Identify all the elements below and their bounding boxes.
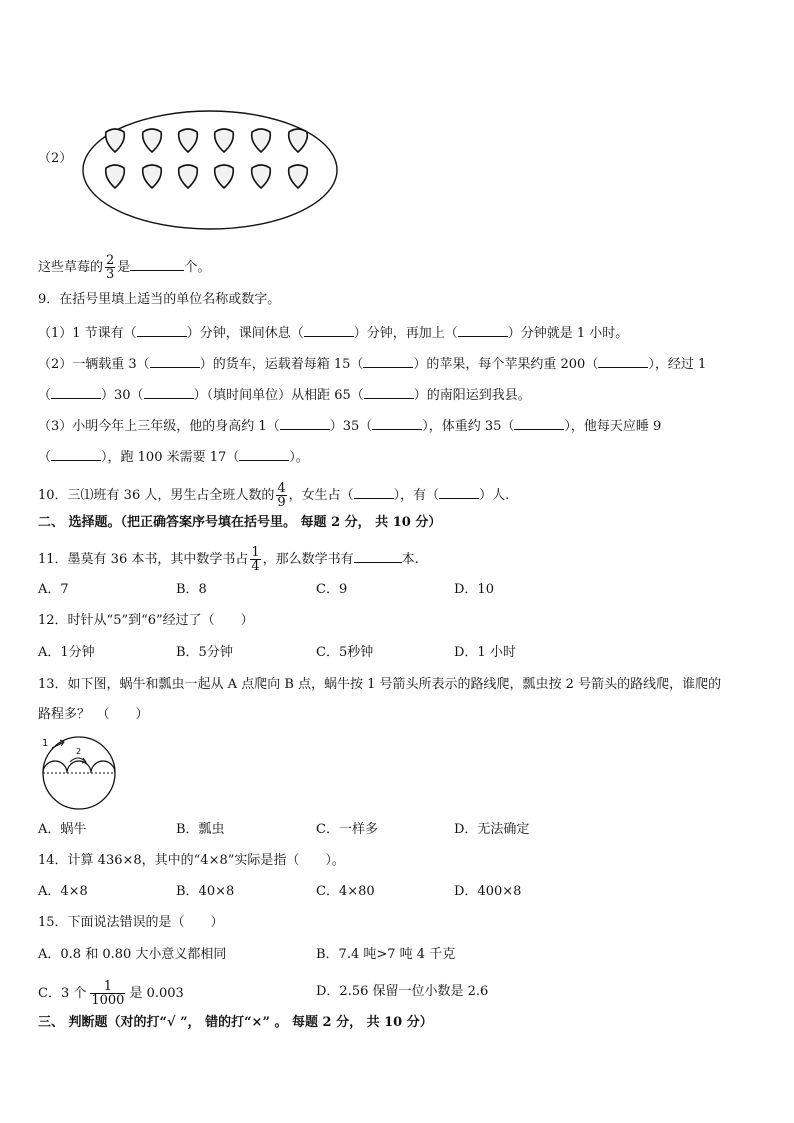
answer-blank[interactable] <box>363 355 413 368</box>
q9-title: 9．在括号里填上适当的单位名称或数字。 <box>38 292 281 307</box>
answer-blank[interactable] <box>364 386 414 399</box>
q11: 11．墨莫有 36 本书，其中数学书占 $\frac{1}{4}$ ，那么数学书有 本. <box>38 545 419 574</box>
q15-option-b[interactable]: B．7.4 吨>7 吨 4 千克 <box>316 947 456 962</box>
q12-option-b[interactable]: B．5分钟 <box>176 645 233 660</box>
q9-part2-line2: （ ）30（ ）（填时间单位）从相距 65（ ）的南阳运到我县。 <box>38 388 531 403</box>
strawberry-icon <box>143 165 162 188</box>
q12-option-a[interactable]: A．1分钟 <box>38 645 95 660</box>
q13-option-c[interactable]: C．一样多 <box>316 822 378 837</box>
q15-option-c[interactable]: C．3 个 $\frac{1}{1000}$ 是 0.003 <box>38 979 184 1008</box>
q9-part2-line1: （2）一辆载重 3（ ）的货车，运载着每箱 15（ ）的苹果，每个苹果约重 200（ ），经过 1 <box>38 357 707 372</box>
q15: 15．下面说法错误的是（ ） <box>38 915 224 930</box>
fig-label-1: 1 <box>42 738 49 749</box>
answer-blank[interactable] <box>354 550 402 563</box>
q15-option-d[interactable]: D．2.56 保留一位小数是 2.6 <box>316 984 489 999</box>
q11-option-d[interactable]: D．10 <box>454 582 494 597</box>
strawberry-icon <box>252 165 271 188</box>
section-2-heading: 二、 选择题。（把正确答案序号填在括号里。 每题 2 分， 共 10 分） <box>38 515 442 530</box>
answer-blank[interactable] <box>137 324 187 337</box>
q13-line1: 13．如下图，蜗牛和瓢虫一起从 A 点爬向 B 点，蜗牛按 1 号箭头所表示的路线爬，瓢虫按 2 号箭头的路线爬，谁爬的 <box>38 677 722 692</box>
answer-blank[interactable] <box>458 324 508 337</box>
answer-blank[interactable] <box>150 355 200 368</box>
q12: 12．时针从“5”到“6”经过了（ ） <box>38 613 254 628</box>
q11-option-b[interactable]: B．8 <box>176 582 207 597</box>
q13-option-a[interactable]: A．蜗牛 <box>38 822 87 837</box>
q8-part2-label: （2） <box>38 151 73 166</box>
strawberry-icon <box>143 129 162 152</box>
q13-option-b[interactable]: B．瓢虫 <box>176 822 225 837</box>
q13-circle-figure <box>38 732 122 810</box>
q13-line2: 路程多？ （ ） <box>38 707 149 722</box>
strawberry-icon <box>106 129 125 152</box>
answer-blank[interactable] <box>439 486 479 499</box>
fig-label-2: 2 <box>76 747 82 756</box>
answer-blank[interactable] <box>280 417 330 430</box>
q13-option-d[interactable]: D．无法确定 <box>454 822 530 837</box>
q12-option-d[interactable]: D．1 小时 <box>454 645 516 660</box>
q14-option-a[interactable]: A．4×8 <box>38 884 88 899</box>
q9-part3-line1: （3）小明今年上三年级，他的身高约 1（ ）35（ ），体重约 35（ ），他每天应睡 9 <box>38 419 662 434</box>
answer-blank[interactable] <box>130 258 184 271</box>
q9-part3-line2: （ ），跑 100 米需要 17（ ）。 <box>38 450 309 465</box>
strawberry-icon <box>215 165 234 188</box>
strawberry-icon <box>252 129 271 152</box>
answer-blank[interactable] <box>304 324 354 337</box>
answer-blank[interactable] <box>598 355 648 368</box>
answer-blank[interactable] <box>354 486 394 499</box>
strawberry-figure <box>80 108 340 232</box>
answer-blank[interactable] <box>372 417 422 430</box>
q12-option-c[interactable]: C．5秒钟 <box>316 645 374 660</box>
q11-option-c[interactable]: C．9 <box>316 582 348 597</box>
q14: 14．计算 436×8，其中的“4×8”实际是指（ ）。 <box>38 853 345 868</box>
q15-option-a[interactable]: A．0.8 和 0.80 大小意义都相同 <box>38 947 227 962</box>
answer-blank[interactable] <box>51 448 101 461</box>
strawberry-icon <box>289 129 308 152</box>
q14-option-b[interactable]: B．40×8 <box>176 884 235 899</box>
q11-option-a[interactable]: A．7 <box>38 582 69 597</box>
answer-blank[interactable] <box>144 386 194 399</box>
answer-blank[interactable] <box>239 448 289 461</box>
answer-blank[interactable] <box>51 386 101 399</box>
strawberry-icon <box>179 165 198 188</box>
q10: 10．三⑴班有 36 人，男生占全班人数的 $\frac{4}{9}$ ，女生占（ ），有（ ）人. <box>38 481 510 510</box>
strawberry-icon <box>289 165 308 188</box>
q8-part2-question: 这些草莓的 $\frac{2}{3}$ 是 个。 <box>38 253 211 282</box>
strawberry-icon <box>215 129 234 152</box>
q14-option-d[interactable]: D．400×8 <box>454 884 522 899</box>
strawberry-icon <box>106 165 125 188</box>
section-3-heading: 三、 判断题（对的打“√ ”， 错的打“×” 。 每题 2 分， 共 10 分） <box>38 1015 433 1030</box>
strawberry-icon <box>179 129 198 152</box>
q14-option-c[interactable]: C．4×80 <box>316 884 375 899</box>
answer-blank[interactable] <box>514 417 564 430</box>
q9-part1: （1）1 节课有（ ）分钟，课间休息（ ）分钟，再加上（ ）分钟就是 1 小时。 <box>38 326 629 341</box>
